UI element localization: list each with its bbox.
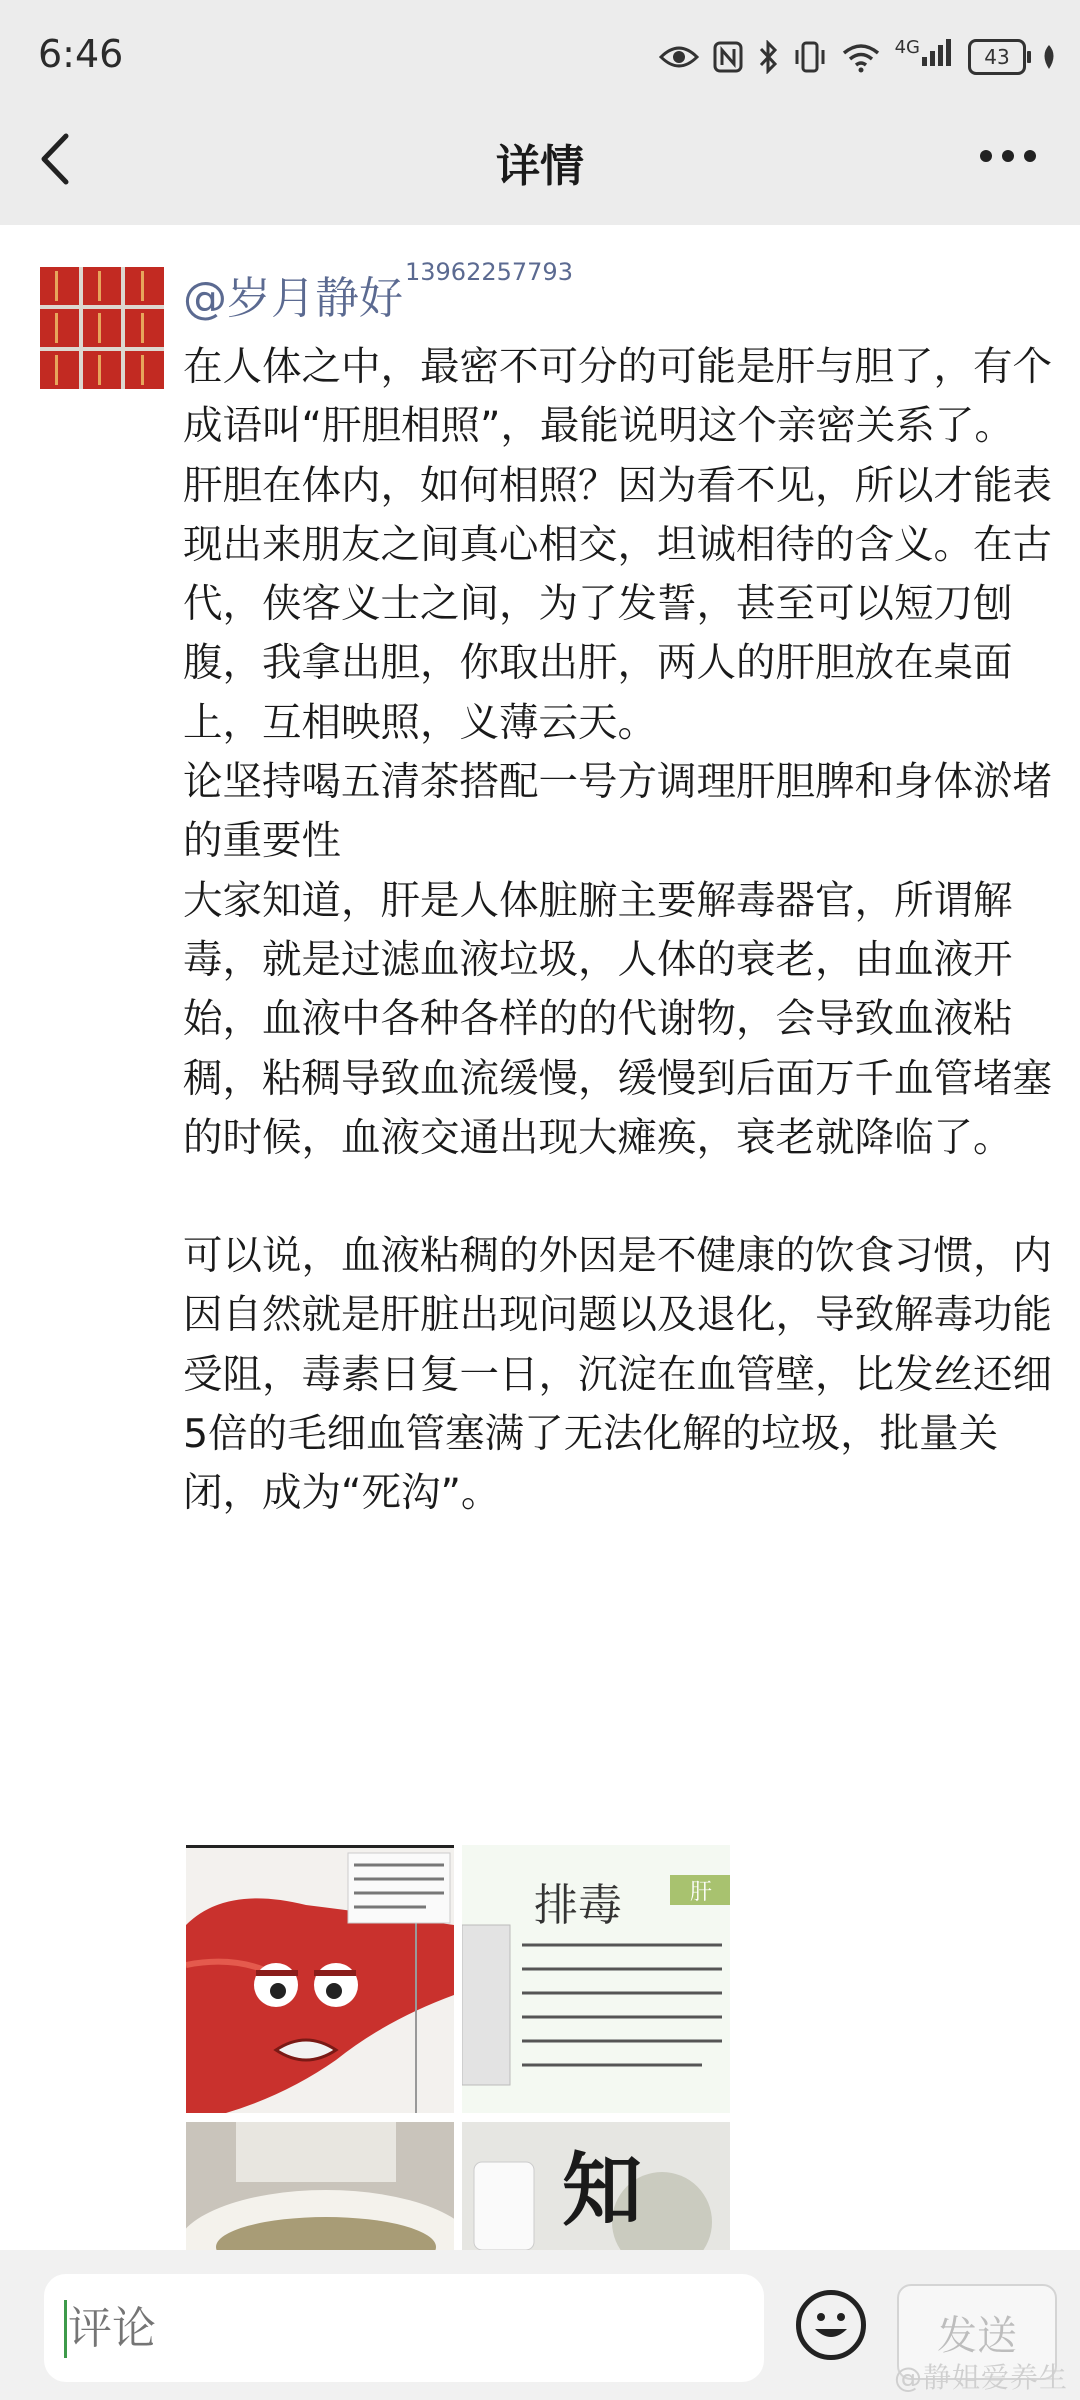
status-time: 6:46 — [38, 32, 124, 76]
post-image-calligraphy[interactable] — [462, 2122, 730, 2250]
more-dots-icon — [980, 150, 992, 162]
post-image-detox[interactable] — [462, 1845, 730, 2113]
send-button[interactable]: 发送 — [897, 2284, 1057, 2380]
post-paragraph: 论坚持喝五清茶搭配一号方调理肝胆脾和身体淤堵的重要性 — [183, 759, 1052, 865]
post-image-tea[interactable] — [186, 2122, 454, 2250]
image-tag: 肝 — [690, 1880, 713, 1905]
bluetooth-icon — [757, 37, 779, 77]
comment-input[interactable] — [44, 2274, 764, 2382]
eye-icon — [659, 37, 699, 77]
author-handle[interactable]: @岁月静好 — [183, 273, 403, 324]
author-phone: 13962257793 — [405, 258, 573, 286]
watermark: @静姐爱养生 — [893, 2361, 1068, 2394]
emoji-icon — [801, 2295, 861, 2355]
leaf-icon — [1040, 37, 1058, 77]
emoji-button[interactable] — [796, 2290, 866, 2360]
avatar[interactable] — [40, 267, 164, 389]
network-label: 4G — [894, 37, 920, 58]
post-paragraph: 在人体之中，最密不可分的可能是肝与胆了，有个成语叫“肝胆相照”，最能说明这个亲密关系了。肝胆在体内，如何相照？因为看不见，所以才能表现出来朋友之间真心相交，坦诚相待的含义。在古代，侠客义士之间，为了发誓，甚至可以短刀刨腹，我拿出胆，你取出肝，两人的肝胆放在桌面上，互相映照，义薄云天。 — [183, 344, 1052, 746]
more-button[interactable] — [980, 150, 1040, 170]
image-title: 排毒 — [534, 1880, 622, 1931]
wifi-icon — [841, 37, 881, 77]
post-paragraph: 可以说，血液粘稠的外因是不健康的饮食习惯，内因自然就是肝脏出现问题以及退化，导致解毒功能受阻，毒素日复一日，沉淀在血管壁，比发丝还细5倍的毛细血管塞满了无法化解的垃圾，批量关闭，成为“死沟”。 — [183, 1233, 1052, 1517]
page-title: 详情 — [496, 141, 584, 192]
signal-icon — [895, 37, 954, 77]
vibrate-icon — [793, 37, 827, 77]
top-bar — [0, 0, 1080, 225]
battery-level: 43 — [984, 45, 1010, 69]
nfc-icon — [713, 37, 743, 77]
post-paragraph: 大家知道，肝是人体脏腑主要解毒器官，所谓解毒，就是过滤血液垃圾，人体的衰老，由血液开始，血液中各种各样的的代谢物，会导致血液粘稠，粘稠导致血流缓慢，缓慢到后面万千血管堵塞的时候，血液交通出现大瘫痪，衰老就降临了。 — [183, 877, 1052, 1161]
text-caret — [64, 2300, 67, 2358]
post-body — [183, 338, 1053, 1524]
battery-icon — [968, 39, 1026, 75]
author-name[interactable] — [183, 258, 573, 326]
calligraphy-char: 知 — [562, 2143, 642, 2237]
post-image-liver[interactable] — [186, 1845, 454, 2113]
status-icons — [659, 34, 1058, 80]
